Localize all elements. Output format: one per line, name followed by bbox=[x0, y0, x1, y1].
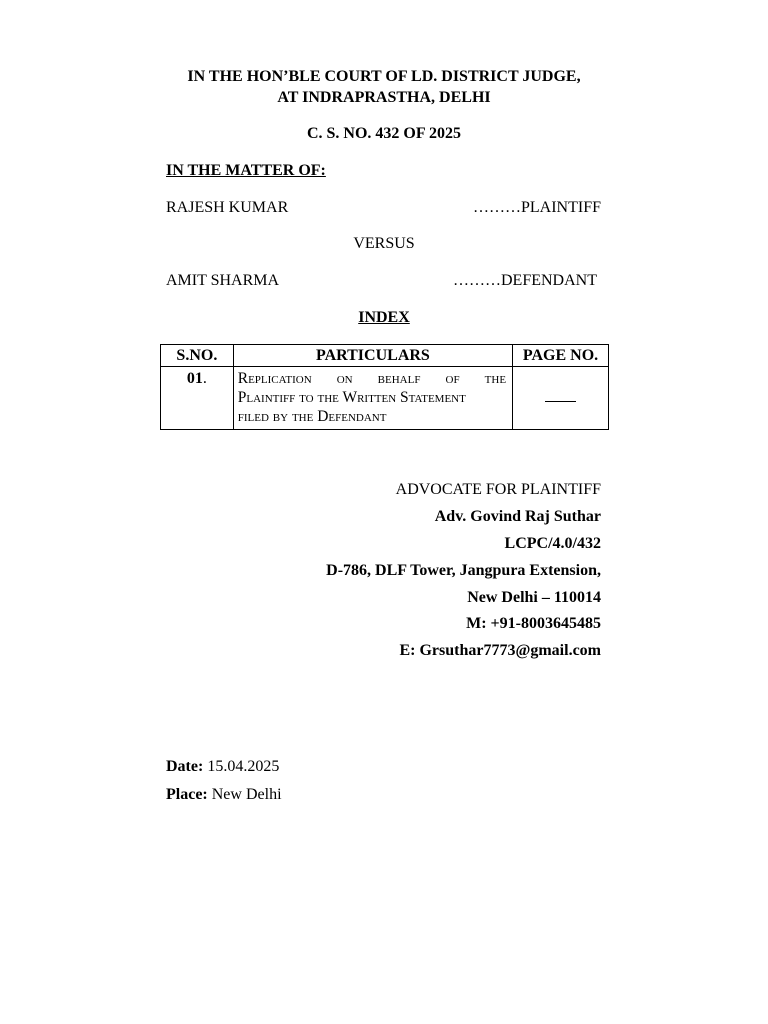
advocate-heading: ADVOCATE FOR PLAINTIFF bbox=[395, 481, 601, 498]
table-row bbox=[161, 367, 609, 430]
versus-label: VERSUS bbox=[353, 235, 415, 252]
row-particulars bbox=[233, 367, 512, 430]
index-title: INDEX bbox=[358, 309, 410, 326]
place-label: Place: bbox=[166, 786, 208, 803]
advocate-address-line1: D-786, DLF Tower, Jangpura Extension, bbox=[326, 562, 601, 579]
court-title-line2: AT INDRAPRASTHA, DELHI bbox=[277, 89, 491, 106]
column-header-sno: S.NO. bbox=[161, 345, 234, 367]
row-sno-cell bbox=[161, 367, 234, 430]
place-value: New Delhi bbox=[211, 786, 282, 803]
date-value: 15.04.2025 bbox=[207, 758, 280, 775]
court-title-line1: IN THE HON’BLE COURT OF LD. DISTRICT JUDGE, bbox=[187, 68, 581, 85]
index-table bbox=[160, 344, 609, 430]
advocate-name: Adv. Govind Raj Suthar bbox=[434, 508, 601, 525]
place-line bbox=[166, 786, 282, 804]
particulars-line3: filed by the Defendant bbox=[237, 408, 387, 425]
particulars-line2: Plaintiff to the Written Statement bbox=[237, 389, 466, 406]
column-header-page-no: PAGE NO. bbox=[513, 345, 609, 367]
date-line bbox=[166, 758, 279, 776]
case-number: C. S. NO. 432 OF 2025 bbox=[306, 125, 462, 142]
column-header-particulars: PARTICULARS bbox=[233, 345, 512, 367]
row-sno-suffix: . bbox=[202, 370, 207, 387]
plaintiff-role: ………PLAINTIFF bbox=[472, 199, 601, 216]
date-label: Date: bbox=[166, 758, 204, 775]
advocate-address-line2: New Delhi – 110014 bbox=[467, 589, 601, 606]
page-no-blank-line bbox=[545, 393, 576, 402]
defendant-role: ………DEFENDANT bbox=[453, 272, 597, 289]
defendant-name: AMIT SHARMA bbox=[166, 272, 280, 289]
particulars-line1: Replication on behalf of the bbox=[237, 370, 507, 387]
matter-heading: IN THE MATTER OF: bbox=[166, 162, 326, 179]
advocate-email: E: Grsuthar7773@gmail.com bbox=[399, 642, 601, 659]
advocate-enrolment: LCPC/4.0/432 bbox=[504, 535, 601, 552]
index-table-header bbox=[161, 345, 609, 367]
row-sno: 01 bbox=[186, 370, 203, 387]
advocate-mobile: M: +91-8003645485 bbox=[466, 615, 601, 632]
plaintiff-name: RAJESH KUMAR bbox=[166, 199, 289, 216]
row-page-no bbox=[513, 367, 609, 430]
